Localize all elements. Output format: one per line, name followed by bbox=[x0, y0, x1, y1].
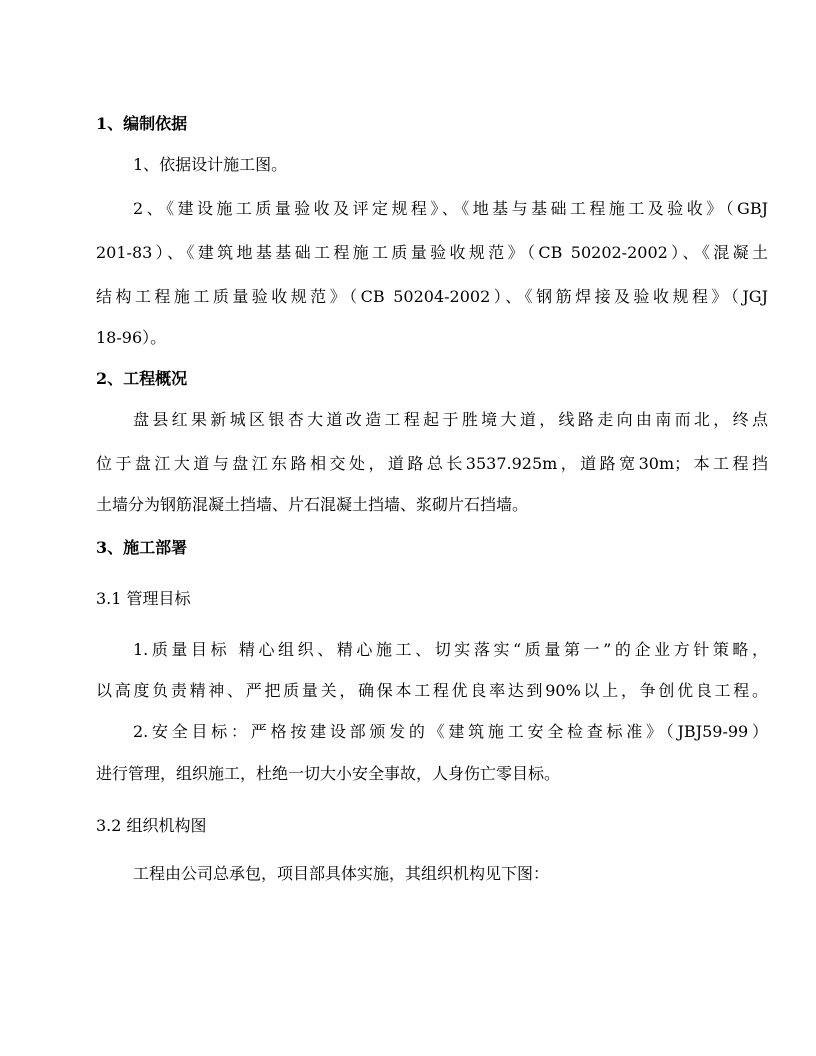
paragraph-line: 结构工程施工质量验收规范》（CB 50204-2002）、《钢筋焊接及验收规程》（JGJ bbox=[96, 287, 768, 306]
paragraph-line: 201-83）、《建筑地基基础工程施工质量验收规范》（CB 50202-2002）、《混凝土 bbox=[96, 243, 768, 262]
section-heading-basis: 1、编制依据 bbox=[96, 114, 188, 133]
paragraph-line: 2、《建设施工质量验收及评定规程》、《地基与基础工程施工及验收》（GBJ bbox=[133, 199, 768, 218]
paragraph-line: 土墙分为钢筋混凝土挡墙、片石混凝土挡墙、浆砌片石挡墙。 bbox=[96, 495, 529, 514]
paragraph-line: 18-96）。 bbox=[96, 328, 167, 347]
paragraph-line: 位于盘江大道与盘江东路相交处，道路总长3537.925m，道路宽30m；本工程挡 bbox=[96, 454, 768, 473]
paragraph-line: 盘县红果新城区银杏大道改造工程起于胜境大道，线路走向由南而北，终点 bbox=[133, 410, 768, 429]
paragraph-line: 1、依据设计施工图。 bbox=[133, 155, 288, 174]
section-heading-deployment: 3、施工部署 bbox=[96, 538, 188, 557]
paragraph-line: 工程由公司总承包，项目部具体实施，其组织机构见下图： bbox=[133, 864, 550, 883]
subsection-heading: 3.2 组织机构图 bbox=[96, 816, 207, 835]
section-heading-overview: 2、工程概况 bbox=[96, 369, 188, 388]
paragraph-line: 进行管理，组织施工，杜绝一切大小安全事故，人身伤亡零目标。 bbox=[96, 764, 561, 783]
paragraph-line: 以高度负责精神、严把质量关，确保本工程优良率达到90%以上，争创优良工程。 bbox=[96, 681, 768, 700]
paragraph-line: 2.安全目标：严格按建设部颁发的《建筑施工安全检查标准》（JBJ59-99） bbox=[133, 722, 768, 741]
paragraph-line: 1.质量目标 精心组织、精心施工、切实落实“质量第一”的企业方针策略， bbox=[133, 640, 768, 659]
subsection-heading: 3.1 管理目标 bbox=[96, 589, 191, 608]
